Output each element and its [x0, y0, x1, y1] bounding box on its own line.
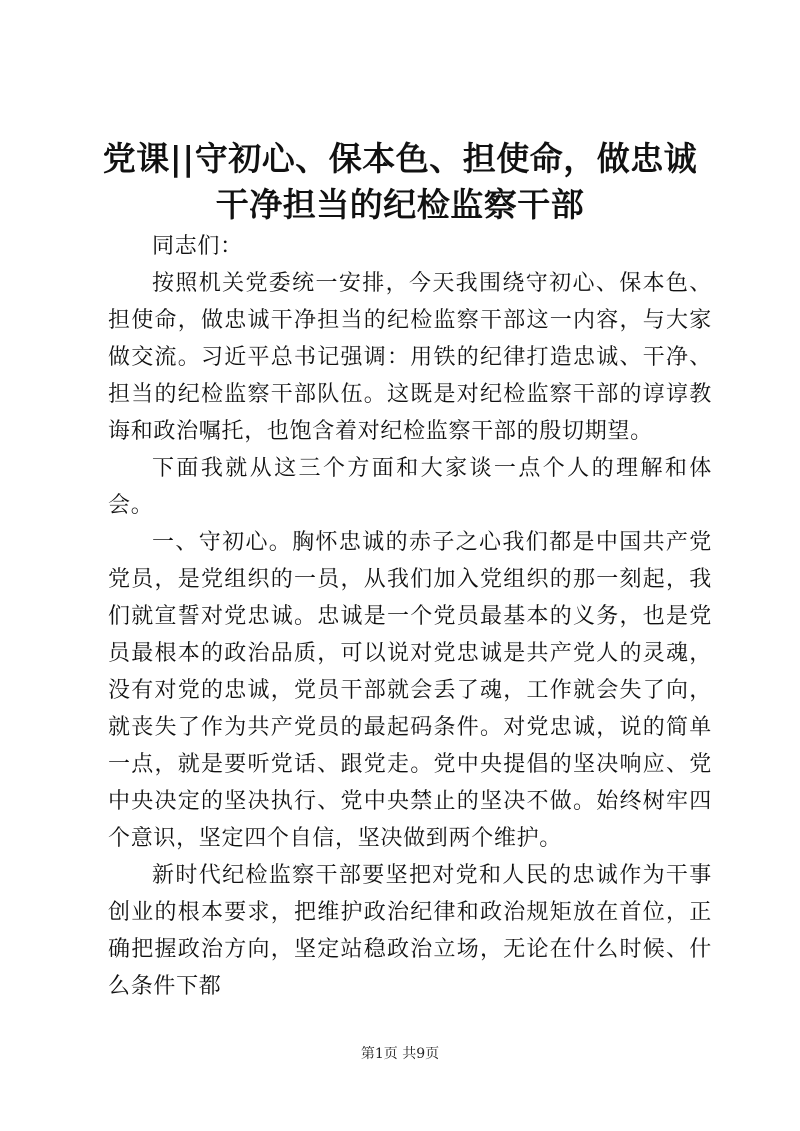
paragraph-intro: 按照机关党委统一安排，今天我围绕守初心、保本色、担使命，做忠诚干净担当的纪检监察干部这一内容，与大家做交流。习近平总书记强调：用铁的纪律打造忠诚、干净、担当的纪检监察干部队伍。这既是对纪检监察干部的谆谆教诲和政治嘱托，也饱含着对纪检监察干部的殷切期望。: [108, 271, 712, 444]
paragraph-greeting: 同志们：: [152, 234, 243, 259]
paragraph-transition: 下面我就从这三个方面和大家谈一点个人的理解和体会。: [108, 456, 712, 518]
document-body: [108, 228, 712, 1005]
document-title: 党课||守初心、保本色、担使命，做忠诚干净担当的纪检监察干部: [102, 139, 698, 224]
paragraph-new-era: 新时代纪检监察干部要坚把对党和人民的忠诚作为干事创业的根本要求，把维护政治纪律和政治规矩放在首位，正确把握政治方向，坚定站稳政治立场，无论在什么时候、什么条件下都: [108, 863, 712, 999]
paragraph-section-one: 一、守初心。胸怀忠诚的赤子之心我们都是中国共产党党员，是党组织的一员，从我们加入党组织的那一刻起，我们就宣誓对党忠诚。忠诚是一个党员最基本的义务，也是党员最根本的政治品质，可以说对党忠诚是共产党人的灵魂，没有对党的忠诚，党员干部就会丢了魂，工作就会失了向，就丧失了作为共产党员的最起码条件。对党忠诚，说的简单一点，就是要听党话、跟党走。党中央提倡的坚决响应、党中央决定的坚决执行、党中央禁止的坚决不做。始终树牢四个意识，坚定四个自信，坚决做到两个维护。: [108, 530, 712, 851]
page-number-footer: 第1页 共9页: [360, 1046, 440, 1062]
